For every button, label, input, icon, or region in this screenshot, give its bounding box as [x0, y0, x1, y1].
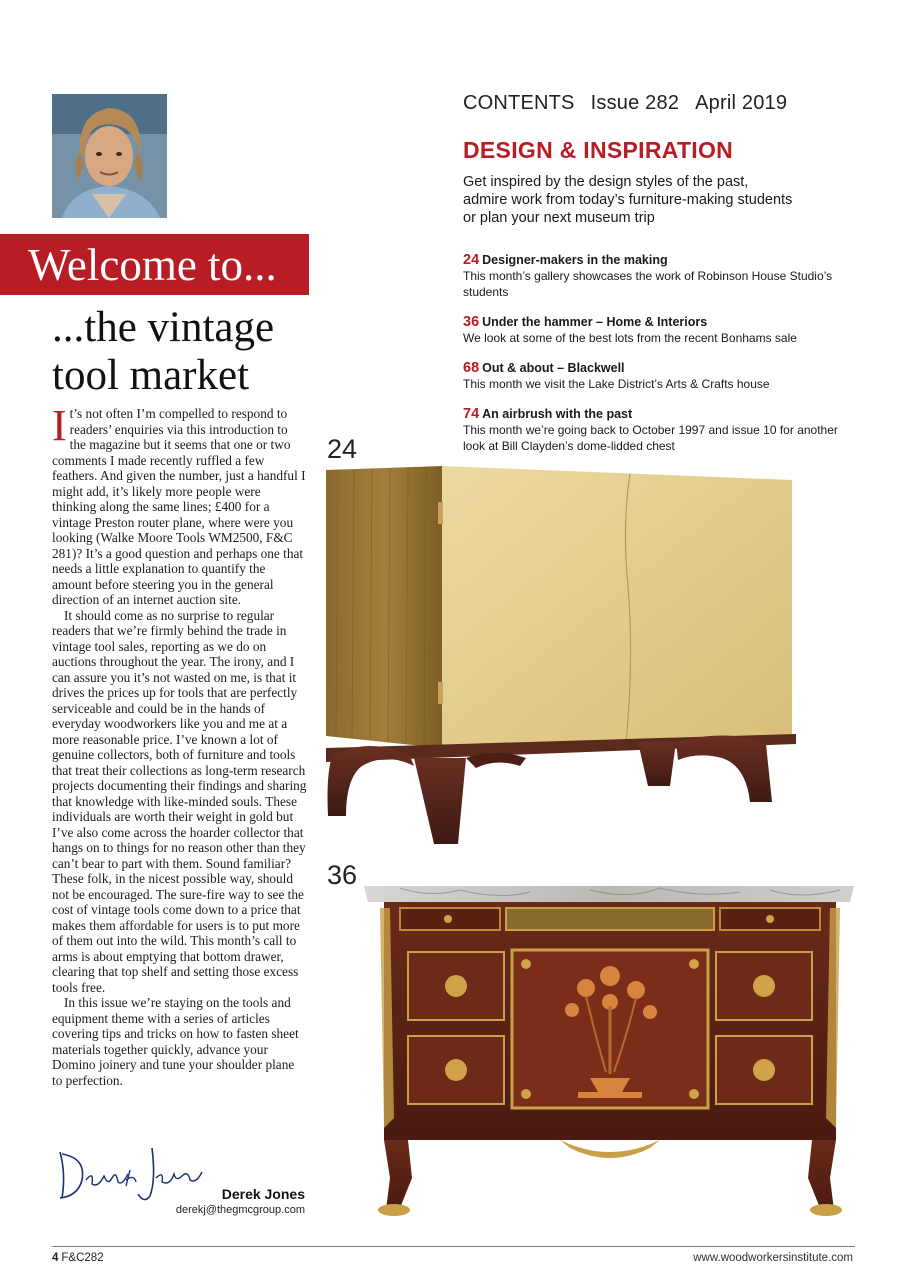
welcome-banner [0, 234, 309, 295]
editor-letter [52, 401, 307, 1088]
toc-page-number: 24 [463, 252, 480, 268]
signature-icon [52, 1140, 212, 1210]
page-number: 4 [52, 1252, 59, 1264]
commode-photo-icon [360, 878, 858, 1218]
toc-item[interactable] [463, 253, 843, 300]
toc-page-number: 36 [463, 314, 480, 330]
toc-title: Under the hammer – Home & Interiors [482, 315, 708, 329]
editor-portrait [52, 94, 167, 218]
footer-folio [52, 1252, 104, 1264]
toc-description: This month we visit the Lake District’s Arts & Crafts house [463, 377, 770, 391]
toc-description: This month’s gallery showcases the work of Robinson House Studio’s students [463, 269, 833, 299]
toc-item[interactable] [463, 315, 843, 346]
contents-label: CONTENTS [463, 92, 575, 114]
author-name: Derek Jones [221, 1186, 305, 1202]
toc-item[interactable] [463, 361, 843, 392]
toc-page-number: 68 [463, 360, 480, 376]
cabinet-photo-icon [326, 466, 796, 844]
letter-paragraph-2: It should come as no surprise to regular readers that we’re firmly behind the trade in vintage tool sales, reporting as we do on auctions throughout the year. The irony, and I can assure you it’s not wasted on me, is that it drives the prices up for tools that are perfectly serviceable and could be in the hands of everyday woodworkers like you and me at a more reasonable price. I’ve known a lot of genuine collectors, both of furniture and tools that treat their collections as long-term research projects documenting their findings and sharing that knowledge with like-minded souls. These individuals are worth their weight in gold but I’ve also come across the hoarder collector that hangs on to things for no reason other than they can’t bear to part with them. Sound familiar? These folk, in the nicest possible way, should not be encouraged. The sure-fire way to see the cost of vintage tools come down to a price that makes them affordable for users is to put more of them out into the wild. This month’s call to arms is about emptying that bottom drawer, clearing that top shelf and setting those excess tools free. [52, 607, 307, 995]
toc-page-number: 74 [463, 406, 480, 422]
image-page-label-36: 36 [327, 860, 358, 890]
toc-title: Out & about – Blackwell [482, 361, 625, 375]
welcome-banner-text: Welcome to... [28, 240, 277, 290]
toc-description: We look at some of the best lots from the recent Bonhams sale [463, 331, 797, 345]
issue-number: Issue 282 [590, 92, 680, 114]
issue-date: April 2019 [695, 92, 788, 114]
footer-divider [52, 1246, 855, 1247]
image-page-label-24: 24 [327, 434, 358, 464]
toc-description: This month we’re going back to October 1997 and issue 10 for another look at Bill Clayden’s dome-lidded chest [463, 423, 838, 453]
website-link[interactable]: www.woodworkersinstitute.com [693, 1252, 853, 1264]
drop-cap: I [52, 401, 67, 450]
toc-title: Designer-makers in the making [482, 253, 668, 267]
magazine-issue: F&C282 [61, 1252, 104, 1264]
letter-paragraph-1: t’s not often I’m compelled to respond to readers’ enquiries via this introduction to the magazine but it seems that one or two comments I made recently ruffled a few feathers. And given the number, just a handful I might add, it’s likely more people were thinking along the same lines; £400 for a vintage Preston router plane, where were you looking (Walke Moore Tools WM2500, F&C 281)? It’s a good question and perhaps one that needs a little explanation to quantify the amount before steering you in the general direction of an internet auction site. [52, 406, 306, 607]
section-title: DESIGN & INSPIRATION [463, 137, 734, 163]
section-intro: Get inspired by the design styles of the past, admire work from today’s furniture-making students or plan your next museum trip [463, 174, 793, 226]
letter-paragraph-3: In this issue we’re staying on the tools and equipment theme with a series of articles covering tips and tricks on how to fasten sheet materials together quickly, advance your Domino joinery and tune your shoulder plane to perfection. [52, 995, 299, 1088]
contents-header [463, 92, 803, 115]
toc-item[interactable] [463, 407, 843, 454]
toc-title: An airbrush with the past [482, 407, 633, 421]
editor-photo-icon [52, 94, 167, 218]
editorial-headline: ...the vintage tool market [52, 304, 275, 399]
author-email[interactable]: derekj@thegmcgroup.com [175, 1204, 305, 1216]
